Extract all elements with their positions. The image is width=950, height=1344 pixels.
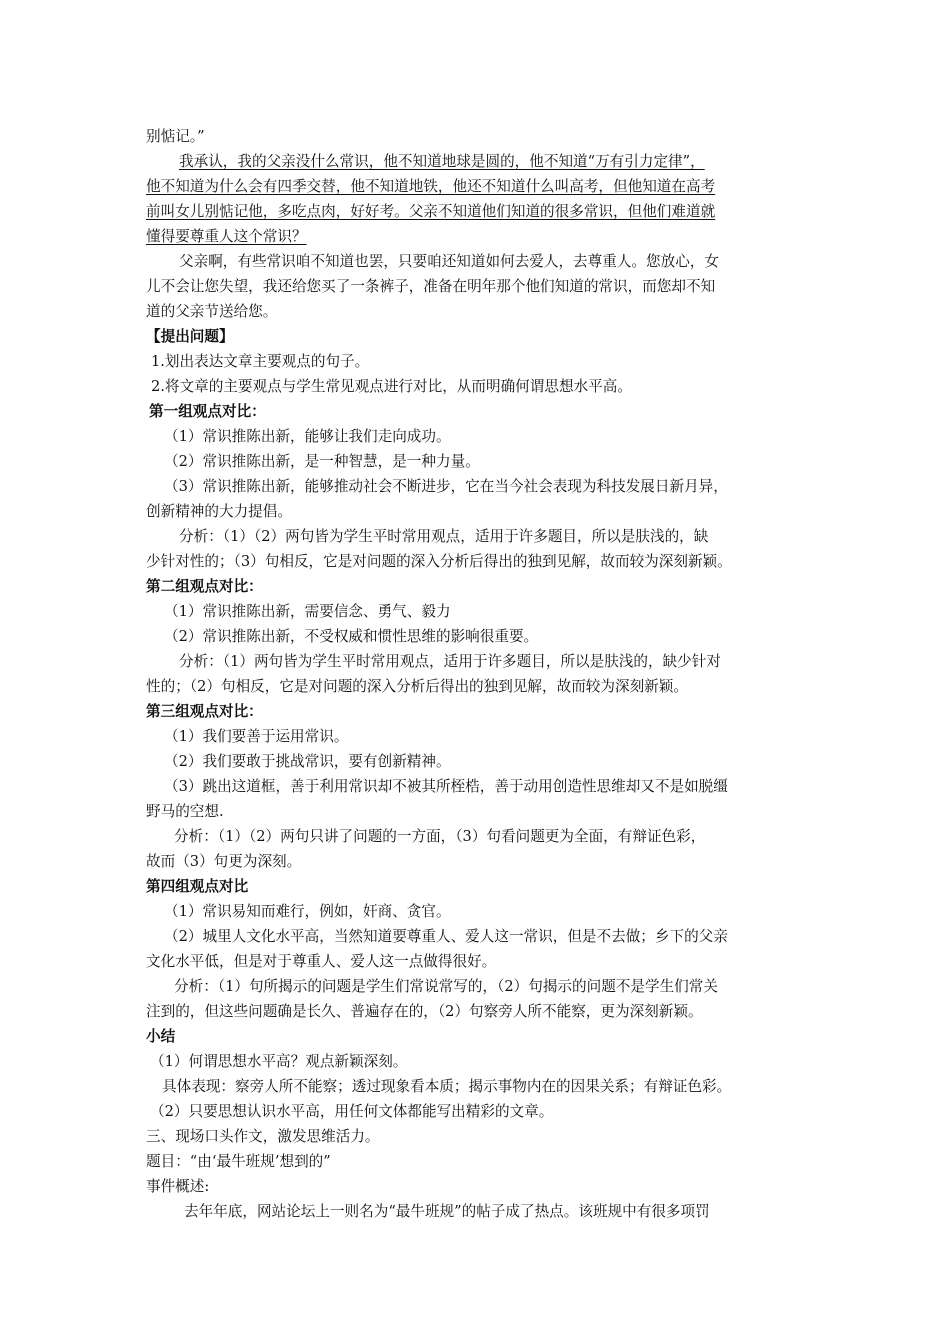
summary-heading: 小结 [146, 1028, 176, 1045]
text-line: 分析：（1）两句皆为学生平时常用观点，适用于许多题目，所以是肤浅的，缺少针对 [179, 653, 721, 670]
group-heading: 第一组观点对比： [149, 403, 266, 420]
text-line: （1）何谓思想水平高？观点新颖深刻。 [150, 1053, 408, 1070]
text-line: （1）常识推陈出新，需要信念、勇气、毅力 [164, 603, 451, 620]
text-line: 具体表现：察旁人所不能察；透过现象看本质；揭示事物内在的因果关系；有辩证色彩。 [162, 1078, 732, 1095]
group-heading: 第三组观点对比： [146, 703, 263, 720]
underlined-line: 他不知道为什么会有四季交替，他不知道地铁，他还不知道什么叫高考，但他知道在高考 [146, 178, 716, 195]
text-line: （2）常识推陈出新，是一种智慧，是一种力量。 [164, 453, 480, 470]
text-line: 父亲啊，有些常识咱不知道也罢，只要咱还知道如何去爱人，去尊重人。您放心，女 [179, 253, 719, 270]
text-line: 三、现场口头作文，激发思维活力。 [146, 1128, 380, 1145]
text-line: （2）常识推陈出新，不受权威和惯性思维的影响很重要。 [164, 628, 539, 645]
text-line: （2）城里人文化水平高，当然知道要尊重人、爱人这一常识，但是不去做；乡下的父亲 [164, 928, 728, 945]
text-line: 创新精神的大力提倡。 [146, 503, 292, 520]
text-line: 1.划出表达文章主要观点的句子。 [151, 353, 370, 370]
text-line: （1）我们要善于运用常识。 [164, 728, 349, 745]
text-line: 分析：（1）（2）两句皆为学生平时常用观点，适用于许多题目，所以是肤浅的，缺 [179, 528, 709, 545]
text-line: 分析：（1）句所揭示的问题是学生们常说常写的，（2）句揭示的问题不是学生们常关 [174, 978, 718, 995]
text-line: （2）我们要敢于挑战常识，要有创新精神。 [164, 753, 451, 770]
text-line: 文化水平低，但是对于尊重人、爱人这一点做得很好。 [146, 953, 497, 970]
group-heading: 第二组观点对比： [146, 578, 263, 595]
text-line: 故而（3）句更为深刻。 [146, 853, 302, 870]
text-line: 去年年底，网站论坛上一则名为“最牛班规”的帖子成了热点。该班规中有很多项罚 [184, 1203, 710, 1220]
underlined-line: 懂得要尊重人这个常识？ [146, 228, 307, 245]
underlined-line: 前叫女儿别惦记他，多吃点肉，好好考。父亲不知道他们知道的很多常识，但他们难道就 [146, 203, 716, 220]
text-line: 野马的空想. [146, 803, 224, 820]
text-line: （1）常识易知而难行，例如，奸商、贪官。 [164, 903, 451, 920]
text-line: （3）跳出这道框，善于利用常识却不被其所桎梏，善于动用创造性思维却又不是如脱缰 [164, 778, 728, 795]
text-line: 2.将文章的主要观点与学生常见观点进行对比，从而明确何谓思想水平高。 [151, 378, 632, 395]
text-line: （3）常识推陈出新，能够推动社会不断进步，它在当今社会表现为科技发展日新月异， [164, 478, 728, 495]
text-line: 儿不会让您失望，我还给您买了一条裤子，准备在明年那个他们知道的常识，而您却不知 [146, 278, 716, 295]
text-line: 分析：（1）（2）两句只讲了问题的一方面，（3）句看问题更为全面，有辩证色彩， [174, 828, 706, 845]
text-line: 性的；（2）句相反，它是对问题的深入分析后得出的独到见解，故而较为深刻新颖。 [146, 678, 688, 695]
text-line: （1）常识推陈出新，能够让我们走向成功。 [164, 428, 451, 445]
text-line: （2）只要思想认识水平高，用任何文体都能写出精彩的文章。 [150, 1103, 554, 1120]
group-heading: 第四组观点对比 [146, 878, 249, 895]
text-line: 少针对性的；（3）句相反，它是对问题的深入分析后得出的独到见解，故而较为深刻新颖。 [146, 553, 732, 570]
text-line: 题目：“由‘最牛班规’想到的” [146, 1153, 331, 1170]
text-line: 注到的，但这些问题确是长久、普遍存在的，（2）句察旁人所不能察，更为深刻新颖。 [146, 1003, 703, 1020]
text-line: 别惦记。” [146, 128, 205, 145]
underlined-line: 我承认，我的父亲没什么常识，他不知道地球是圆的，他不知道“万有引力定律”， [179, 153, 705, 170]
text-line: 事件概述: [146, 1178, 210, 1195]
text-line: 道的父亲节送给您。 [146, 303, 278, 320]
section-heading: 【提出问题】 [146, 328, 234, 345]
